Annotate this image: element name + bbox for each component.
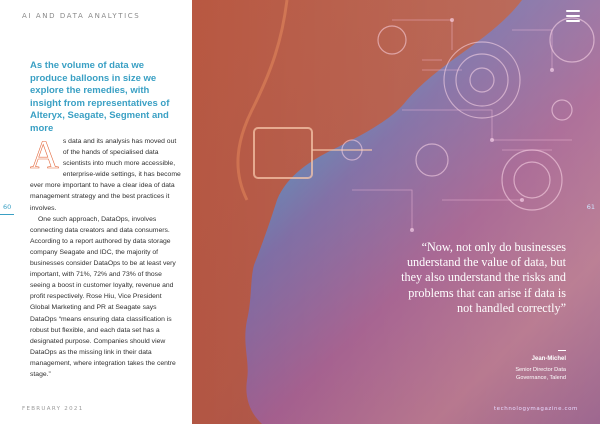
quote-author-name: Jean-Michel (531, 356, 566, 362)
drop-cap: A (30, 132, 59, 177)
quote-divider (558, 350, 566, 351)
article-body (30, 132, 182, 380)
pull-quote: “Now, not only do businesses understand the value of data, but they also understand the risks and problems that can arise if data is not handled correctly” (401, 240, 566, 315)
article-standfirst: As the volume of data we produce balloons in size we explore the remedies, with insight from representatives of Alteryx, Seagate, Segment and more (30, 60, 170, 134)
issue-date: FEBRUARY 2021 (22, 406, 84, 412)
article-paragraph-2: One such approach, DataOps, involves connecting data creators and data consumers. According to a report authored by data storage company Seagate and IDC, the majority of businesses consider DataOps to be at least very important, with 71%, 72% and 73% of those seeing a boost in customer loyalty, revenue and profit respectively. Rose Hiu, Vice President Global Marketing and PR at Seagate says DataOps “means ensuring data classification is robust but flexible, and each data set has a designated purpose. Companies should view DataOps as the missing link in their data management, where integration takes the centre stage.” (30, 215, 176, 378)
hamburger-menu-icon[interactable] (566, 10, 580, 22)
quote-author-role: Senior Director Data Governance, Talend (515, 367, 566, 381)
section-label: AI AND DATA ANALYTICS (22, 12, 141, 20)
page-marker-line (0, 214, 14, 215)
page-number-right: 61 (586, 203, 595, 211)
article-paragraph-1: s data and its analysis has moved out of the hands of specialised data scientists into much more accessible, enterprise-wide settings, it has become ever more important to have a clear idea of data management strategy and the best practices it involves. (30, 138, 181, 212)
website-url[interactable]: technologymagazine.com (493, 406, 578, 412)
page-number-left: 60 (3, 203, 12, 211)
